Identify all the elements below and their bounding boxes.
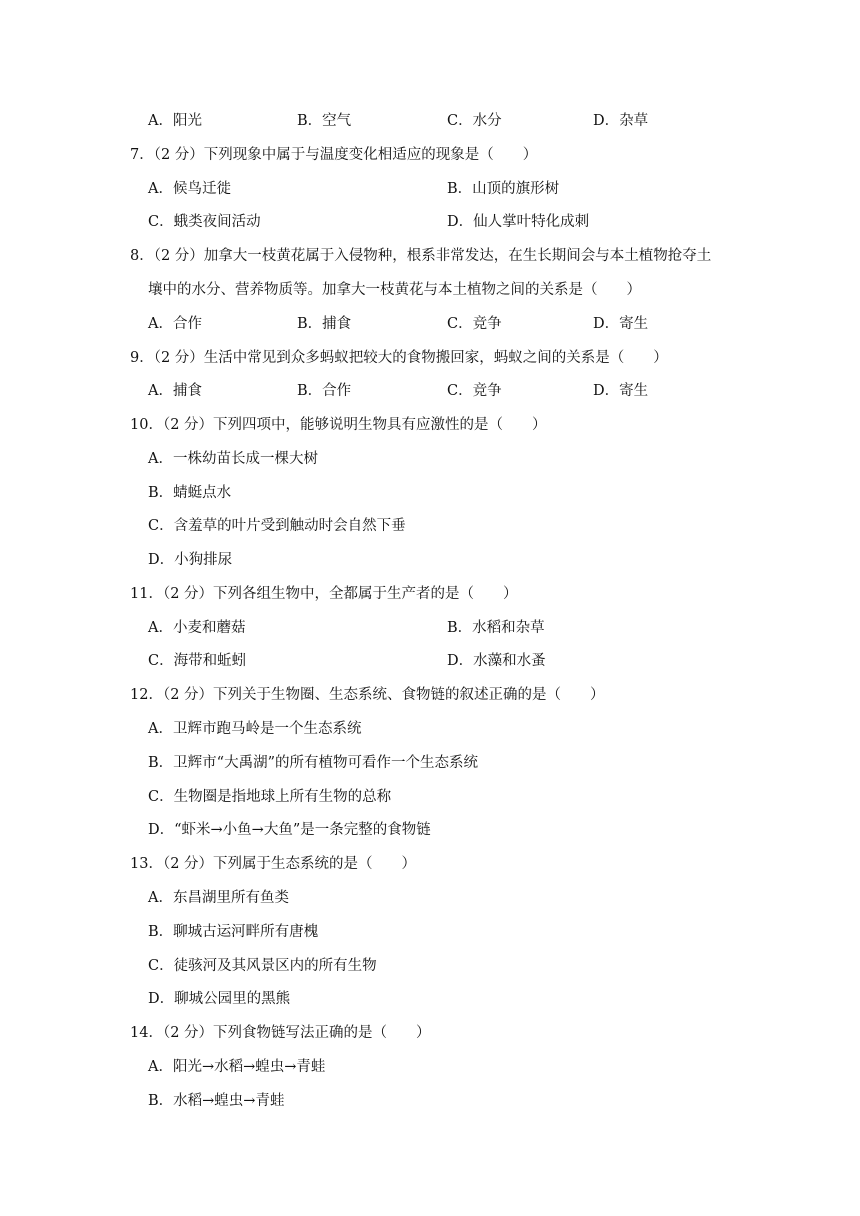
q12-option-c: C．生物圈是指地球上所有生物的总称 [148, 789, 392, 805]
q12-option-d: D．“虾米→小鱼→大鱼”是一条完整的食物链 [148, 822, 431, 838]
q7-option-c: C．蛾类夜间活动 [148, 214, 261, 230]
q11-option-d: D．水藻和水蚤 [447, 653, 546, 669]
q10-option-a: A．一株幼苗长成一棵大树 [148, 451, 318, 467]
q6-option-d: D．杂草 [593, 113, 649, 129]
q8-stem-line1: 8．（2 分）加拿大一枝黄花属于入侵物种，根系非常发达，在生长期间会与本土植物抢夺土 [130, 248, 712, 264]
q9-stem: 9．（2 分）生活中常见到众多蚂蚁把较大的食物搬回家，蚂蚁之间的关系是（ ） [130, 350, 668, 366]
q12-stem: 12．（2 分）下列关于生物圈、生态系统、食物链的叙述正确的是（ ） [130, 687, 605, 703]
q13-option-d: D．聊城公园里的黑熊 [148, 991, 291, 1007]
q9-option-d: D．寄生 [593, 383, 649, 399]
q8-stem-line2: 壤中的水分、营养物质等。加拿大一枝黄花与本土植物之间的关系是（ ） [148, 282, 641, 298]
q9-option-a: A．捕食 [148, 383, 202, 399]
q10-option-b: B．蜻蜓点水 [148, 485, 232, 501]
q13-option-a: A．东昌湖里所有鱼类 [148, 890, 289, 906]
q13-option-b: B．聊城古运河畔所有唐槐 [148, 924, 319, 940]
q14-option-a: A．阳光→水稻→蝗虫→青蛙 [148, 1059, 326, 1075]
q12-option-a: A．卫辉市跑马岭是一个生态系统 [148, 721, 362, 737]
q7-option-a: A．候鸟迁徙 [148, 181, 231, 197]
q9-option-b: B．合作 [297, 383, 352, 399]
q10-option-c: C．含羞草的叶片受到触动时会自然下垂 [148, 518, 406, 534]
q6-option-c: C．水分 [447, 113, 502, 129]
q11-option-b: B．水稻和杂草 [447, 620, 545, 636]
q10-option-d: D．小狗排尿 [148, 552, 233, 568]
q8-option-a: A．合作 [148, 316, 202, 332]
q11-option-c: C．海带和蚯蚓 [148, 653, 247, 669]
q8-option-b: B．捕食 [297, 316, 352, 332]
q14-option-b: B．水稻→蝗虫→青蛙 [148, 1093, 285, 1109]
q6-option-b: B．空气 [297, 113, 352, 129]
q8-option-c: C．竞争 [447, 316, 502, 332]
q14-stem: 14．（2 分）下列食物链写法正确的是（ ） [130, 1025, 431, 1041]
q13-stem: 13．（2 分）下列属于生态系统的是（ ） [130, 856, 417, 872]
q11-option-a: A．小麦和蘑菇 [148, 620, 246, 636]
q11-stem: 11．（2 分）下列各组生物中，全都属于生产者的是（ ） [130, 586, 518, 602]
q9-option-c: C．竞争 [447, 383, 502, 399]
q6-option-a: A．阳光 [148, 113, 202, 129]
q7-stem: 7．（2 分）下列现象中属于与温度变化相适应的现象是（ ） [130, 147, 538, 163]
q8-option-d: D．寄生 [593, 316, 649, 332]
q13-option-c: C．徒骇河及其风景区内的所有生物 [148, 958, 377, 974]
q7-option-b: B．山顶的旗形树 [447, 181, 560, 197]
q12-option-b: B．卫辉市“大禹湖”的所有植物可看作一个生态系统 [148, 755, 478, 771]
q7-option-d: D．仙人掌叶特化成刺 [447, 214, 590, 230]
q10-stem: 10．（2 分）下列四项中，能够说明生物具有应激性的是（ ） [130, 417, 547, 433]
